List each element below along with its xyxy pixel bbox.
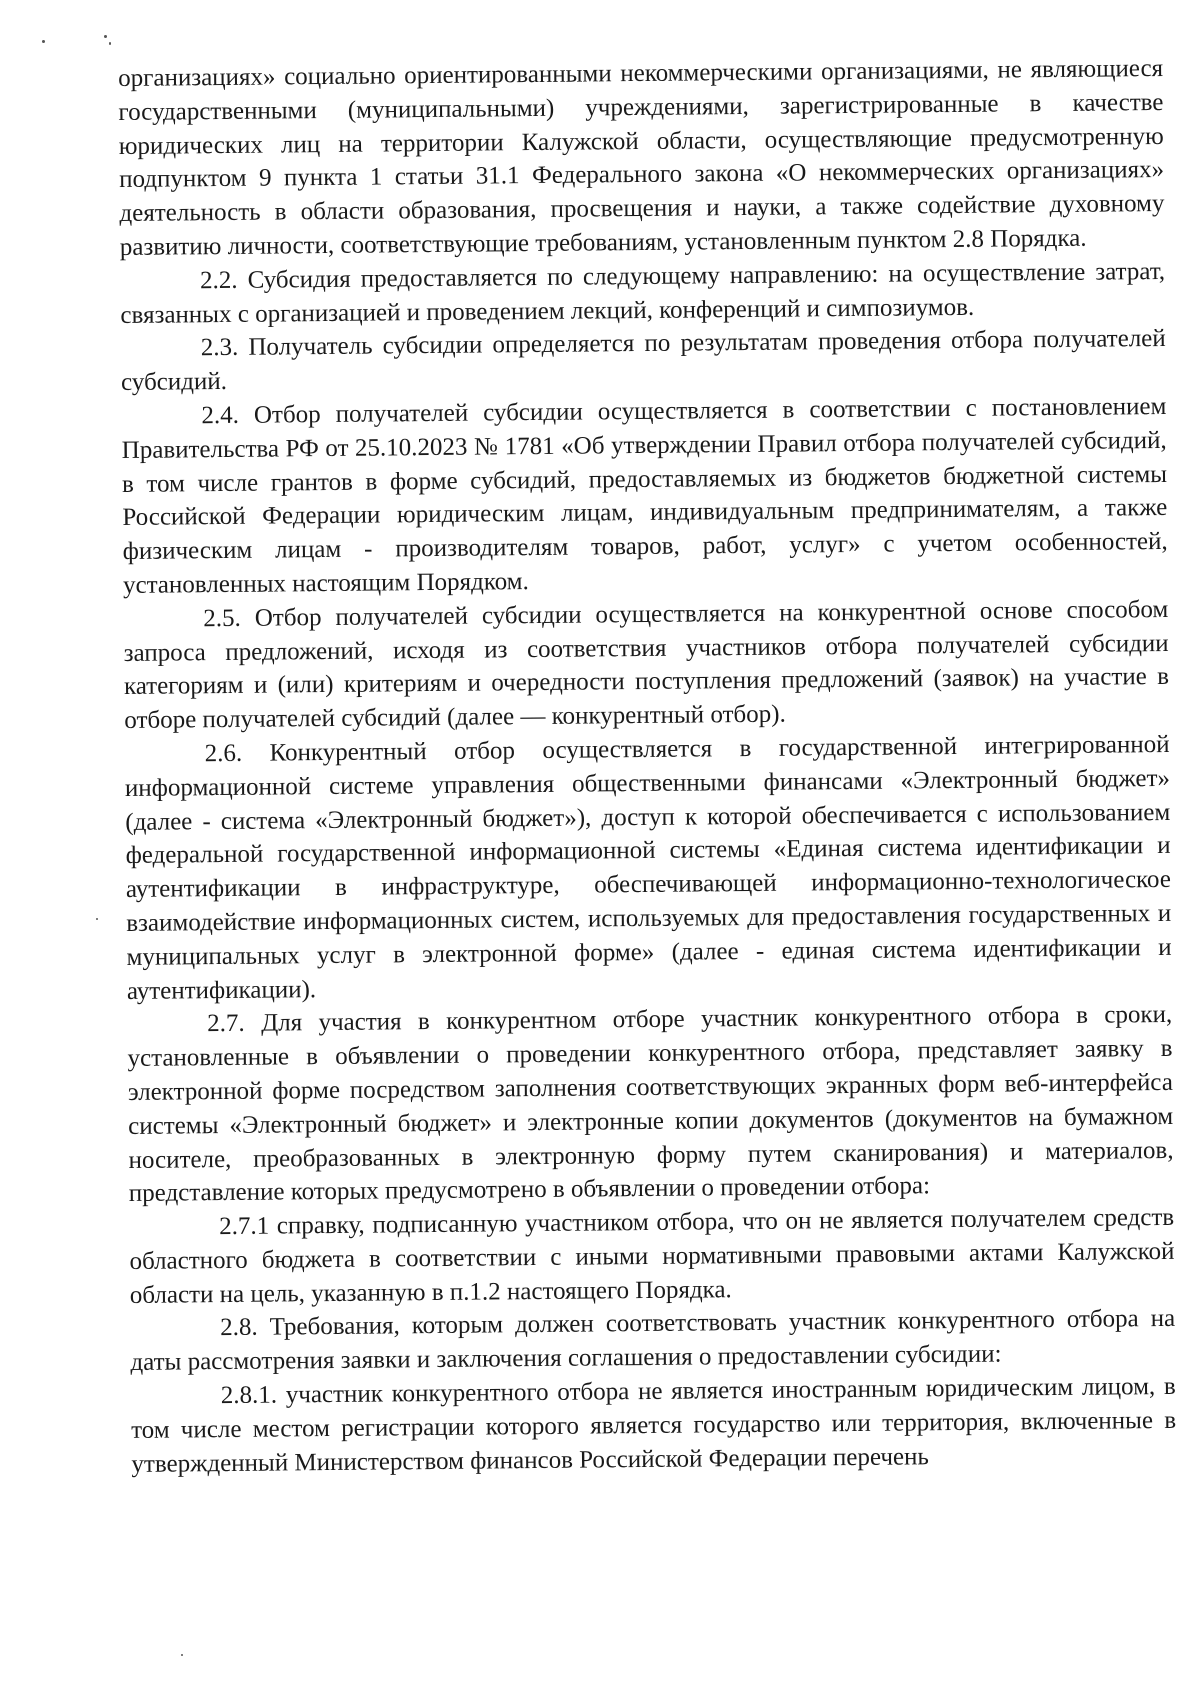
paragraph-continuation: организациях» социально ориентированными некоммерческими организациями, не являющиеся государственными (муниципальными) учреждениями, зарегистрированные в качестве юридических лиц на территории Калужской области, осуществляющие предусмотренную подпунктом 9 пункта 1 статьи 31.1 Федерального закона «О некоммерческих организациях» деятельность в области образования, просвещения и науки, а также содействие духовному развитию личности, соответствующие требованиям, установленным пунктом 2.8 Порядка. <box>118 54 1165 261</box>
paragraph-2-2: 2.2. Субсидия предоставляется по следующему направлению: на осуществление затрат, связанных с организацией и проведением лекций, конференций и симпозиумов. <box>120 257 1166 329</box>
paragraph-2-3: 2.3. Получатель субсидии определяется по результатам проведения отбора получателей субсидий. <box>120 325 1166 397</box>
scan-speck <box>109 42 111 45</box>
scan-speck <box>96 918 98 920</box>
paragraph-2-7: 2.7. Для участия в конкурентном отборе участник конкурентного отбора в сроки, установленные в объявлении о проведении конкурентного отбора, представляет заявку в электронной форме посредством заполнения соответствующих экранных форм веб-интерфейса системы «Электронный бюджет» и электронные копии документов (документов на бумажном носителе, преобразованных в электронную форму путем сканирования) и материалов, представление которых предусмотрено в объявлении о проведении отбора: <box>127 1001 1174 1208</box>
paragraph-2-6: 2.6. Конкурентный отбор осуществляется в государственной интегрированной информационной системе управления общественными финансами «Электронный бюджет» (далее - система «Электронный бюджет»), доступ к которой обеспечивается с использованием федеральной государственной информационной системы «Единая система идентификации и аутентификации в инфраструктуре, обеспечивающей информационно-технологическое взаимодействие информационных систем, используемых для предоставления государственных и муниципальных услуг в электронной форме» (далее - единая система идентификации и аутентификации). <box>124 730 1172 1005</box>
scan-speck <box>181 1654 183 1656</box>
paragraph-2-8-1: 2.8.1. участник конкурентного отбора не является иностранным юридическим лицом, в том числе местом регистрации которого является государство или территория, включенные в утвержденный Министерством финансов Российской Федерации перечень <box>131 1372 1177 1478</box>
scan-speck <box>104 35 107 38</box>
paragraph-2-5: 2.5. Отбор получателей субсидии осуществляется на конкурентной основе способом запроса предложений, исходя из соответствия участников отбора получателей субсидии категориям и (или) критериям и очередности поступления предложений (заявок) на участие в отборе получателей субсидий (далее — конкурентный отбор). <box>123 595 1170 735</box>
paragraph-2-4: 2.4. Отбор получателей субсидии осуществляется в соответствии с постановлением Правительства РФ от 25.10.2023 № 1781 «Об утверждении Правил отбора получателей субсидий, в том числе грантов в форме субсидий, предоставляемых из бюджетов бюджетной системы Российской Федерации юридическим лицам, индивидуальным предпринимателям, а также физическим лицам - производителям товаров, работ, услуг» с учетом особенностей, установленных настоящим Порядком. <box>121 392 1168 599</box>
document-body <box>118 52 1177 1481</box>
scan-speck <box>42 40 45 43</box>
paragraph-2-7-1: 2.7.1 справку, подписанную участником отбора, что он не является получателем средств областного бюджета в соответствии с иными нормативными правовыми актами Калужской области на цель, указанную в п.1.2 настоящего Порядка. <box>129 1204 1175 1309</box>
paragraph-2-8: 2.8. Требования, которым должен соответствовать участник конкурентного отбора на даты рассмотрения заявки и заключения соглашения о предоставлении субсидии: <box>130 1305 1176 1377</box>
